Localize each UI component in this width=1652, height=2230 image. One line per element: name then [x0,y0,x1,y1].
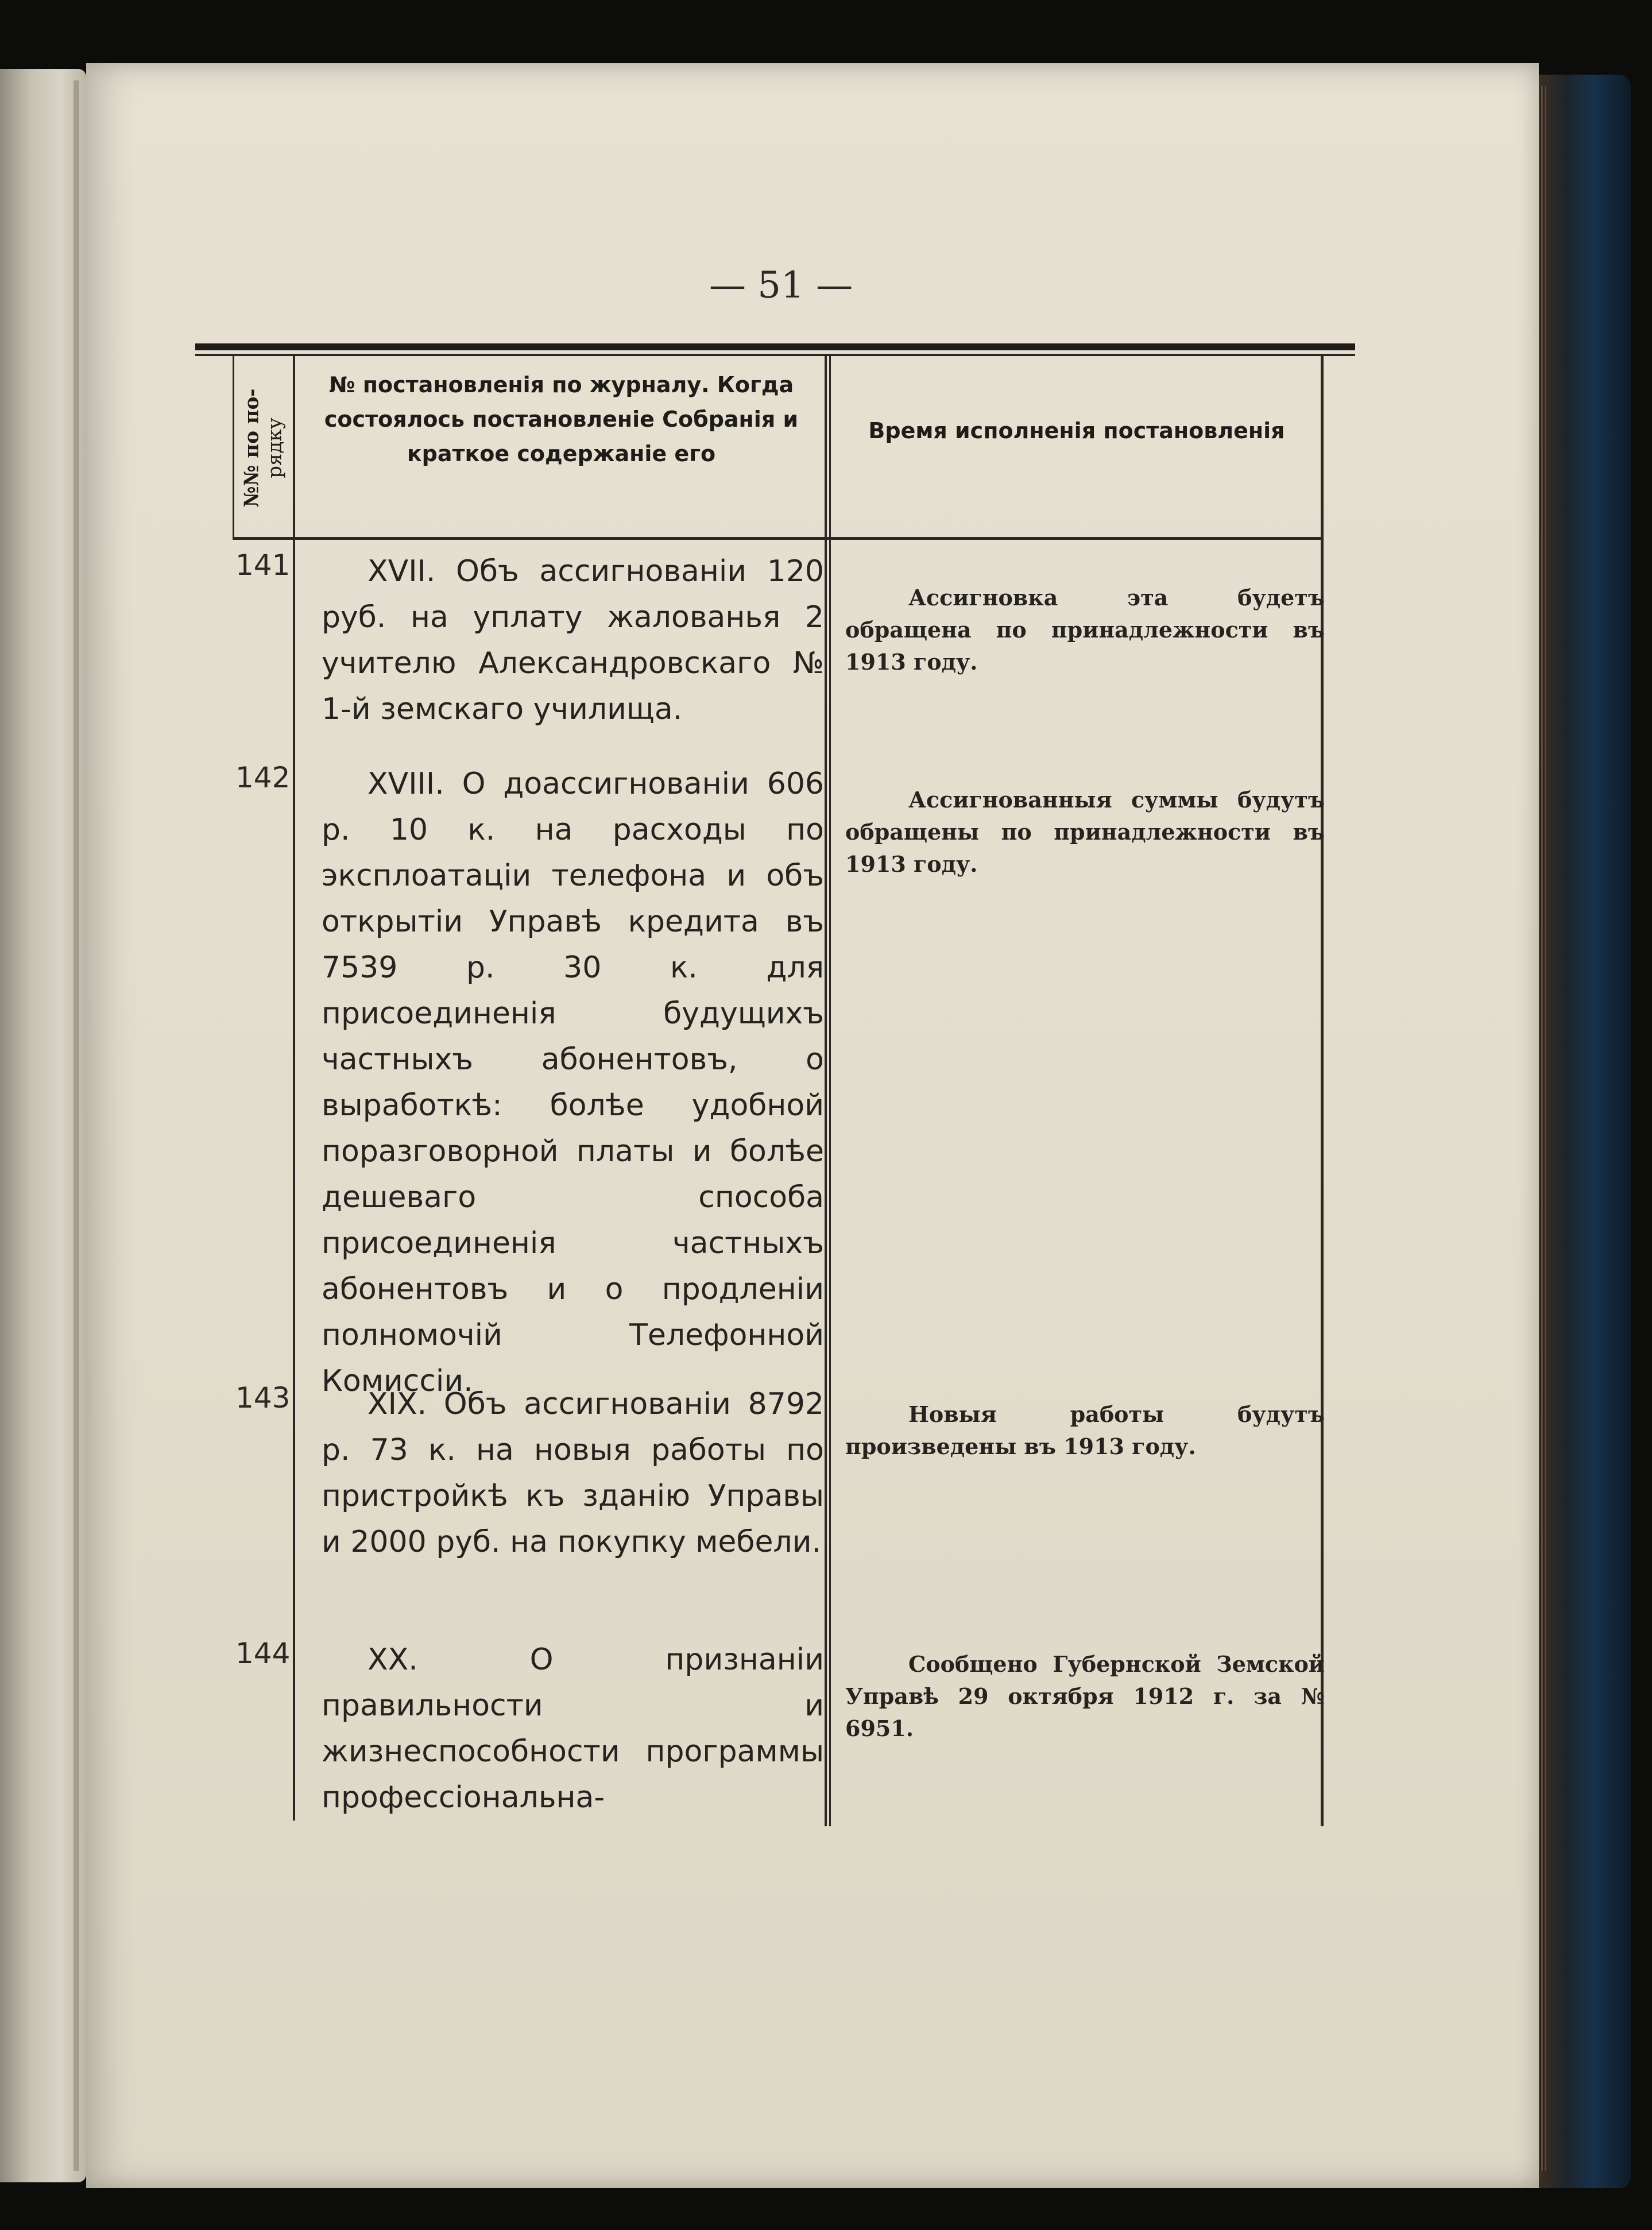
row-number: 141 [235,548,291,582]
header-number-col [234,362,292,534]
execution-text: Ассигновка эта будетъ обращена по принадлежности въ 1913 году. [845,585,1325,675]
row-number: 143 [235,1381,291,1414]
header-number-line1: №№ по по- [240,388,264,508]
execution-text: Новыя работы будутъ произведены въ 1913 году. [845,1401,1325,1459]
page-number: — 51 — [709,264,853,307]
header-number-line2: рядку [263,418,287,478]
header-bottom-rule [233,537,1321,540]
resolution-text: XVII. Объ ассигнованіи 120 руб. на уплату жалованья 2 учителю Александровскаго № 1-й земскаго училища. [322,554,824,726]
header-resolution-col: № постановленія по журналу. Когда состоялось постановленіе Собранія и краткое содержаніе его [324,372,799,466]
column-divider-2 [825,356,827,1826]
execution-text: Сообщено Губернской Земской Управѣ 29 октября 1912 г. за № 6951. [845,1651,1325,1741]
table-right-border [1321,356,1324,1826]
resolution-text: XX. О признаніи правильности и жизнеспособности программы профессіональна- [322,1642,824,1815]
row-number: 142 [235,761,291,794]
execution-text: Ассигнованныя суммы будутъ обращены по принадлежности въ 1913 году. [845,787,1325,877]
column-divider-2-double [829,356,831,1826]
left-page-fold [73,80,79,2171]
table-top-rule [195,343,1355,350]
header-number-label [240,389,286,508]
column-divider-1 [293,356,295,1821]
resolution-text: XIX. Объ ассигнованіи 8792 р. 73 к. на новыя работы по пристройкѣ къ зданію Управы и 2000 руб. на покупку мебели. [322,1387,824,1559]
book-cover [1539,75,1631,2188]
header-execution-col: Время исполненія постановленія [868,418,1285,443]
row-number: 144 [235,1637,291,1670]
table-top-rule-thin [195,354,1355,356]
resolution-text: XVIII. О доассигнованіи 606 р. 10 к. на расходы по эксплоатаціи телефона и объ открытіи Управѣ кредита въ 7539 р. 30 к. для присоединенія будущихъ частныхъ абонентовъ, о выработкѣ: болѣе удобной поразговорной платы и болѣе дешеваго способа присоединенія частныхъ абонентовъ и о продленіи полномочій Телефонной Комиссіи. [322,767,824,1398]
